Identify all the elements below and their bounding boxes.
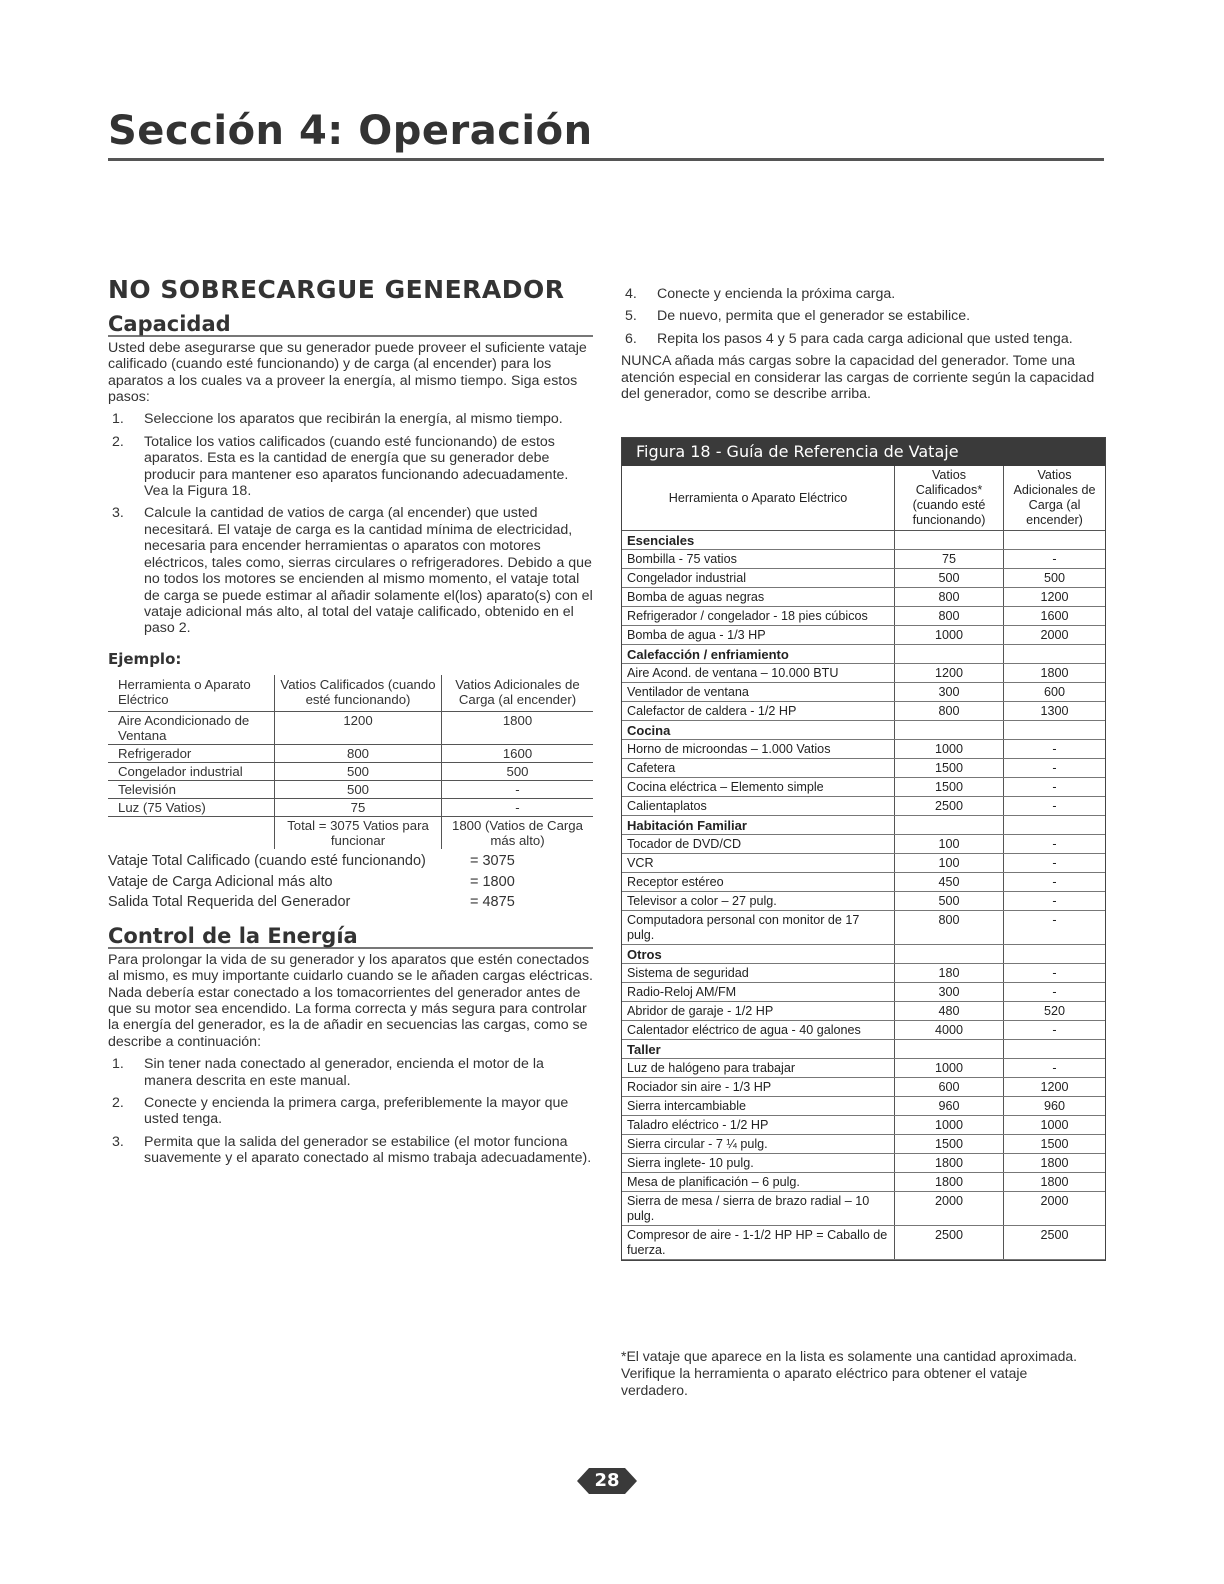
table-cell: Cocina eléctrica – Elemento simple — [622, 778, 895, 797]
table-cell: - — [442, 781, 594, 799]
table-cell: 2000 — [1004, 626, 1106, 645]
table-cell: - — [1004, 911, 1106, 945]
table-row — [622, 1173, 1105, 1192]
left-column — [108, 275, 593, 1173]
table-cell: 1800 — [442, 712, 594, 745]
power-control-intro: Para prolongar la vida de su generador y los aparatos que estén conectados al mismo, es muy importante cuidarlo cuando se le añaden cargas eléctricas. Nada debería estar conectado a los tomacorrientes del generador antes de que su motor sea encendido. La forma correcta y más segura para controlar la energía del generador, es la de añadir en secuencias las cargas, como se describe a continuación: — [108, 951, 593, 1050]
table-cell: Sierra circular - 7 ¼ pulg. — [622, 1135, 895, 1154]
step-text: Calcule la cantidad de vatios de carga (al encender) que usted necesitará. El vataje de carga es la cantidad mínima de electricidad, necesaria para encender herramientas o aparatos con motores eléctricos, tales como, sierras circulares o refrigeradores. Debido a que no todos los motores se encienden al mismo momento, el vataje total de carga se puede estimar al añadir solamente el(los) aparato(s) con el vataje adicional más alto, al total del vataje calificado, obtenido en el paso 2. — [144, 505, 593, 637]
list-item — [108, 1056, 593, 1089]
table-cell: 1000 — [895, 1116, 1004, 1135]
table-cell: 480 — [895, 1002, 1004, 1021]
table-row — [108, 781, 593, 799]
table-cell: - — [1004, 740, 1106, 759]
table-cell: 1000 — [895, 1059, 1004, 1078]
table-cell: - — [1004, 550, 1106, 569]
table-cell: Congelador industrial — [108, 763, 275, 781]
table-cell: 800 — [895, 911, 1004, 945]
table-cell: - — [1004, 892, 1106, 911]
table-cell: 450 — [895, 873, 1004, 892]
table-cell: Abridor de garaje - 1/2 HP — [622, 1002, 895, 1021]
example-total-running: Total = 3075 Vatios para funcionar — [275, 817, 442, 850]
step-text: De nuevo, permita que el generador se estabilice. — [657, 308, 971, 325]
summary-row — [108, 894, 593, 910]
wattage-reference-table — [622, 466, 1105, 1260]
table-cell: 100 — [895, 835, 1004, 854]
table-cell — [895, 645, 1004, 664]
table-cell: Sierra inglete- 10 pulg. — [622, 1154, 895, 1173]
list-item — [621, 308, 1104, 324]
table-row — [622, 1226, 1105, 1260]
example-header-tool: Herramienta o Aparato Eléctrico — [108, 675, 275, 712]
table-row — [108, 799, 593, 817]
summary-value: = 4875 — [470, 893, 515, 910]
table-row — [622, 1192, 1105, 1226]
table-cell: Horno de microondas – 1.000 Vatios — [622, 740, 895, 759]
example-label: Ejemplo: — [108, 649, 182, 668]
step-number: 2. — [112, 1095, 124, 1111]
page-title: Sección 4: Operación — [108, 108, 593, 154]
table-cell: 500 — [895, 569, 1004, 588]
example-table — [108, 675, 593, 849]
table-cell: Mesa de planificación – 6 pulg. — [622, 1173, 895, 1192]
table-cell: Receptor estéreo — [622, 873, 895, 892]
category-row — [622, 945, 1105, 964]
category-label: Esenciales — [622, 531, 895, 550]
summary-row — [108, 874, 593, 890]
table-row — [622, 569, 1105, 588]
table-cell: 1600 — [442, 745, 594, 763]
table-cell: 500 — [275, 763, 442, 781]
step-number: 5. — [625, 308, 637, 325]
step-number: 4. — [625, 286, 637, 302]
table-cell: Sierra intercambiable — [622, 1097, 895, 1116]
table-cell: Calentador eléctrico de agua - 40 galones — [622, 1021, 895, 1040]
example-table-body — [108, 712, 593, 817]
table-cell: VCR — [622, 854, 895, 873]
table-cell: 300 — [895, 683, 1004, 702]
table-cell: Bomba de aguas negras — [622, 588, 895, 607]
category-row — [622, 721, 1105, 740]
table-row — [622, 1021, 1105, 1040]
table-cell: 800 — [895, 588, 1004, 607]
table-cell: 180 — [895, 964, 1004, 983]
summary-row — [108, 853, 593, 869]
table-row — [622, 1154, 1105, 1173]
table-cell: 75 — [895, 550, 1004, 569]
wattage-reference-figure — [621, 437, 1106, 1261]
table-cell: Aire Acondicionado de Ventana — [108, 712, 275, 745]
table-cell: - — [1004, 835, 1106, 854]
category-row — [622, 531, 1105, 550]
wattage-reference-body — [622, 531, 1105, 1260]
table-cell — [1004, 721, 1106, 740]
step-text: Repita los pasos 4 y 5 para cada carga adicional que usted tenga. — [657, 330, 1073, 347]
table-cell: Cafetera — [622, 759, 895, 778]
table-cell: - — [1004, 797, 1106, 816]
table-cell — [895, 531, 1004, 550]
category-row — [622, 645, 1105, 664]
table-cell: 1000 — [1004, 1116, 1106, 1135]
table-cell: Congelador industrial — [622, 569, 895, 588]
table-row — [622, 964, 1105, 983]
table-cell: - — [442, 799, 594, 817]
example-total-row — [108, 817, 593, 850]
table-cell: Aire Acond. de ventana – 10.000 BTU — [622, 664, 895, 683]
table-cell: Televisión — [108, 781, 275, 799]
summary-label: Vataje Total Calificado (cuando esté funcionando) — [108, 853, 426, 870]
page-number: 28 — [594, 1470, 620, 1491]
table-row — [622, 1116, 1105, 1135]
table-cell: 75 — [275, 799, 442, 817]
table-cell: Computadora personal con monitor de 17 pulg. — [622, 911, 895, 945]
figure-title: Figura 18 - Guía de Referencia de Vataje — [622, 438, 1105, 466]
step-number: 3. — [112, 505, 124, 522]
table-cell: 520 — [1004, 1002, 1106, 1021]
table-cell: - — [1004, 983, 1106, 1002]
table-row — [622, 1078, 1105, 1097]
table-cell: Bomba de agua - 1/3 HP — [622, 626, 895, 645]
table-cell — [895, 945, 1004, 964]
footnote: *El vataje que aparece en la lista es solamente una cantidad aproximada. Verifique la herramienta o aparato eléctrico para obtener el vataje verdadero. — [621, 1348, 1078, 1398]
step-text: Conecte y encienda la primera carga, preferiblemente la mayor que usted tenga. — [144, 1095, 569, 1128]
capacity-steps — [108, 411, 593, 636]
table-row — [622, 1059, 1105, 1078]
table-cell — [1004, 945, 1106, 964]
table-cell: Ventilador de ventana — [622, 683, 895, 702]
category-label: Cocina — [622, 721, 895, 740]
list-item — [108, 505, 593, 636]
table-cell: 1800 — [895, 1173, 1004, 1192]
table-row — [622, 1135, 1105, 1154]
table-cell: Rociador sin aire - 1/3 HP — [622, 1078, 895, 1097]
table-cell: 500 — [1004, 569, 1106, 588]
table-cell: 2500 — [895, 797, 1004, 816]
summary-label: Salida Total Requerida del Generador — [108, 893, 351, 910]
table-cell: Taladro eléctrico - 1/2 HP — [622, 1116, 895, 1135]
step-text: Seleccione los aparatos que recibirán la energía, al mismo tiempo. — [144, 411, 563, 428]
example-total-starting: 1800 (Vatios de Carga más alto) — [442, 817, 594, 850]
list-item — [108, 411, 593, 427]
table-row — [622, 759, 1105, 778]
table-cell: 500 — [895, 892, 1004, 911]
table-row — [622, 835, 1105, 854]
step-text: Totalice los vatios calificados (cuando esté funcionando) de estos aparatos. Esta es la cantidad de energía que su generador debe producir para mantener eso aparatos funcionando adecuadamente. Vea la Figura 18. — [144, 433, 569, 500]
section-title: NO SOBRECARGUE GENERADOR — [108, 275, 565, 304]
category-row — [622, 1040, 1105, 1059]
category-label: Otros — [622, 945, 895, 964]
table-cell: - — [1004, 1021, 1106, 1040]
power-control-heading: Control de la Energía — [108, 928, 593, 948]
table-cell: - — [1004, 964, 1106, 983]
list-item — [108, 434, 593, 500]
table-cell: - — [1004, 759, 1106, 778]
table-cell: 500 — [275, 781, 442, 799]
category-label: Habitación Familiar — [622, 816, 895, 835]
power-control-steps — [108, 1056, 593, 1166]
warning-text: NUNCA añada más cargas sobre la capacidad del generador. Tome una atención especial en considerar las cargas de corriente según la capacidad del generador, como se describe arriba. — [621, 353, 1095, 403]
table-cell: 1000 — [895, 626, 1004, 645]
table-cell: Refrigerador / congelador - 18 pies cúbicos — [622, 607, 895, 626]
header-rule — [108, 158, 1104, 161]
table-cell — [1004, 816, 1106, 835]
power-control-steps-continued — [621, 286, 1104, 347]
table-cell: 1600 — [1004, 607, 1106, 626]
category-row — [622, 816, 1105, 835]
table-row — [622, 740, 1105, 759]
list-item — [621, 286, 1104, 302]
table-row — [622, 664, 1105, 683]
step-number: 1. — [112, 1056, 124, 1073]
table-cell: 1200 — [1004, 588, 1106, 607]
table-row — [622, 607, 1105, 626]
table-cell: Televisor a color – 27 pulg. — [622, 892, 895, 911]
table-cell: - — [1004, 873, 1106, 892]
table-cell: 1200 — [275, 712, 442, 745]
table-cell: 2500 — [895, 1226, 1004, 1260]
table-cell — [895, 816, 1004, 835]
table-cell: 1300 — [1004, 702, 1106, 721]
table-row — [108, 712, 593, 745]
table-cell: 1500 — [895, 1135, 1004, 1154]
step-text: Permita que la salida del generador se estabilice (el motor funciona suavemente y el aparato conectado al mismo trabaja adecuadamente). — [144, 1133, 592, 1167]
table-cell: Compresor de aire - 1-1/2 HP HP = Caballo de fuerza. — [622, 1226, 895, 1260]
table-row — [622, 1097, 1105, 1116]
step-number: 2. — [112, 433, 124, 450]
ref-header-running: Vatios Calificados* (cuando esté funcionando) — [895, 466, 1004, 531]
table-cell: 960 — [895, 1097, 1004, 1116]
list-item — [621, 331, 1104, 347]
table-cell: - — [1004, 1059, 1106, 1078]
table-cell: 100 — [895, 854, 1004, 873]
step-number: 6. — [625, 330, 637, 347]
table-row — [108, 763, 593, 781]
table-cell: - — [1004, 854, 1106, 873]
table-cell: 1800 — [895, 1154, 1004, 1173]
table-row — [622, 983, 1105, 1002]
table-cell: 1500 — [1004, 1135, 1106, 1154]
table-cell: 1800 — [1004, 664, 1106, 683]
table-row — [108, 745, 593, 763]
page-number-badge — [577, 1466, 637, 1496]
example-summary — [108, 853, 593, 910]
capacity-heading: Capacidad — [108, 316, 593, 336]
table-row — [622, 892, 1105, 911]
table-cell: 300 — [895, 983, 1004, 1002]
table-cell — [895, 1040, 1004, 1059]
table-row — [622, 797, 1105, 816]
table-row — [622, 873, 1105, 892]
summary-value: = 3075 — [470, 853, 515, 870]
table-cell — [1004, 531, 1106, 550]
step-text: Conecte y encienda la próxima carga. — [657, 286, 896, 302]
table-row — [622, 683, 1105, 702]
example-header-starting: Vatios Adicionales de Carga (al encender) — [442, 675, 594, 712]
right-column — [621, 286, 1104, 408]
step-number: 1. — [112, 411, 124, 428]
table-cell: 4000 — [895, 1021, 1004, 1040]
table-cell: 1000 — [895, 740, 1004, 759]
table-cell: Luz (75 Vatios) — [108, 799, 275, 817]
table-cell: 1200 — [1004, 1078, 1106, 1097]
table-row — [622, 1002, 1105, 1021]
category-label: Calefacción / enfriamiento — [622, 645, 895, 664]
table-row — [622, 854, 1105, 873]
table-row — [622, 588, 1105, 607]
table-cell: Calefactor de caldera - 1/2 HP — [622, 702, 895, 721]
table-cell: Sistema de seguridad — [622, 964, 895, 983]
table-cell: 1500 — [895, 759, 1004, 778]
table-cell — [895, 721, 1004, 740]
summary-value: = 1800 — [470, 873, 515, 890]
table-cell: 1800 — [1004, 1154, 1106, 1173]
table-cell: 1500 — [895, 778, 1004, 797]
table-cell: Tocador de DVD/CD — [622, 835, 895, 854]
table-cell: 500 — [442, 763, 594, 781]
table-cell: 1800 — [1004, 1173, 1106, 1192]
summary-label: Vataje de Carga Adicional más alto — [108, 873, 333, 890]
table-row — [622, 626, 1105, 645]
step-number: 3. — [112, 1133, 124, 1150]
table-cell — [1004, 1040, 1106, 1059]
table-cell — [1004, 645, 1106, 664]
step-text: Sin tener nada conectado al generador, encienda el motor de la manera descrita en este manual. — [144, 1056, 544, 1089]
table-cell: 600 — [895, 1078, 1004, 1097]
list-item — [108, 1095, 593, 1128]
table-cell: 600 — [1004, 683, 1106, 702]
table-row — [622, 778, 1105, 797]
ref-header-tool: Herramienta o Aparato Eléctrico — [622, 466, 895, 531]
table-cell: Luz de halógeno para trabajar — [622, 1059, 895, 1078]
table-cell: 2000 — [895, 1192, 1004, 1226]
table-cell: 800 — [895, 607, 1004, 626]
table-cell: - — [1004, 778, 1106, 797]
table-cell: Radio-Reloj AM/FM — [622, 983, 895, 1002]
table-cell: 960 — [1004, 1097, 1106, 1116]
table-row — [622, 911, 1105, 945]
table-cell: Calientaplatos — [622, 797, 895, 816]
table-cell: 1200 — [895, 664, 1004, 683]
table-row — [622, 702, 1105, 721]
table-cell: 2000 — [1004, 1192, 1106, 1226]
table-row — [622, 550, 1105, 569]
example-header-running: Vatios Calificados (cuando esté funcionando) — [275, 675, 442, 712]
table-cell: Sierra de mesa / sierra de brazo radial – 10 pulg. — [622, 1192, 895, 1226]
category-label: Taller — [622, 1040, 895, 1059]
table-cell: 800 — [895, 702, 1004, 721]
table-cell: Refrigerador — [108, 745, 275, 763]
ref-header-starting: Vatios Adicionales de Carga (al encender) — [1004, 466, 1106, 531]
table-cell: 2500 — [1004, 1226, 1106, 1260]
capacity-intro: Usted debe asegurarse que su generador puede proveer el suficiente vataje calificado (cuando esté funcionando) y de carga (al encender) para los aparatos a los cuales va a proveer la energía, al mismo tiempo. Siga estos pasos: — [108, 339, 587, 406]
table-cell: Bombilla - 75 vatios — [622, 550, 895, 569]
table-cell: 800 — [275, 745, 442, 763]
list-item — [108, 1134, 593, 1167]
